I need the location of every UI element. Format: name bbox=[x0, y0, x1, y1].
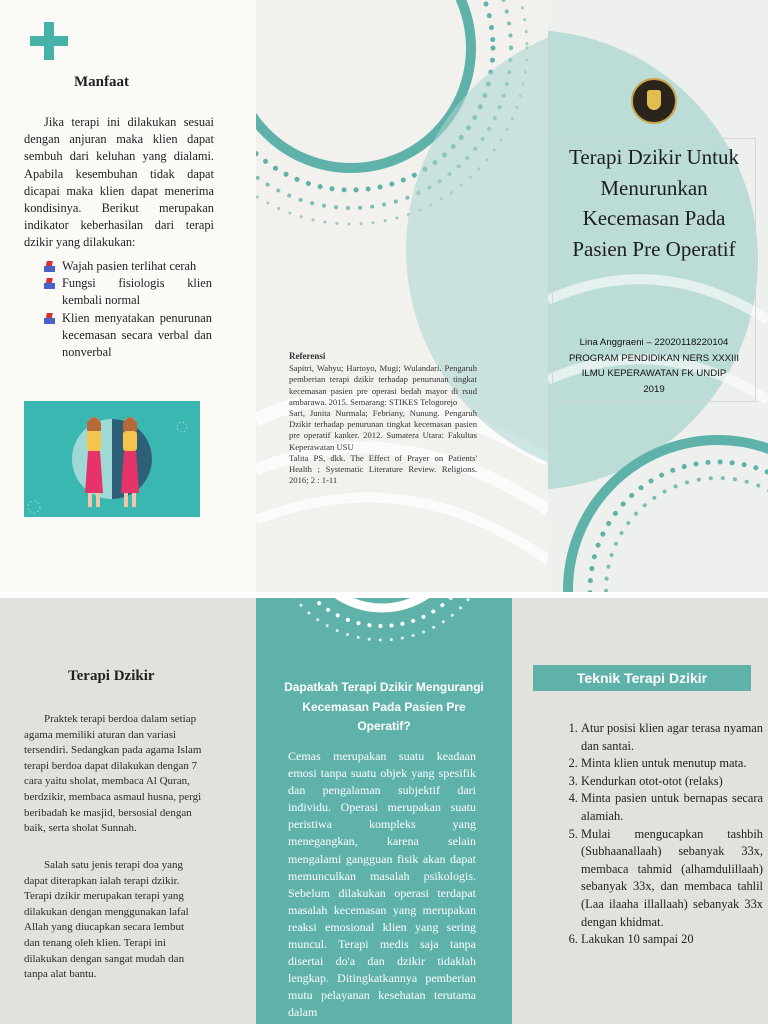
benefit-item: Klien menyatakan penurunan kecemasan secara verbal dan nonverbal bbox=[44, 310, 212, 362]
teknik-title: Teknik Terapi Dzikir bbox=[533, 665, 751, 691]
question-title: Dapatkah Terapi Dzikir Mengurangi Kecemasan Pada Pasien Pre Operatif? bbox=[284, 680, 484, 733]
teknik-panel bbox=[512, 598, 768, 1024]
step-item: 2. Minta klien untuk menutup mata. bbox=[581, 755, 763, 773]
reference-title: Referensi bbox=[289, 351, 326, 361]
plus-icon bbox=[30, 22, 68, 60]
question-panel bbox=[256, 598, 512, 1024]
department-name: ILMU KEPERAWATAN FK UNDIP bbox=[581, 368, 727, 380]
benefit-item: Wajah pasien terlihat cerah bbox=[44, 258, 212, 275]
step-item: 1. Atur posisi klien agar terasa nyaman dan santai. bbox=[581, 720, 763, 755]
terapi-paragraph-2: Salah satu jenis terapi doa yang dapat diterapkan ialah terapi dzikir. Terapi dzikir merupakan terapi yang dilakukan dengan menggunakan lafal Allah yang diucapkan secara lembut dan tenang oleh klien. Terapi ini dilakukan dengan sangat mudah dan tanpa alat bantu. bbox=[24, 859, 189, 981]
cover-title: Terapi Dzikir Untuk Menurunkan Kecemasan Pada Pasien Pre Operatif bbox=[569, 145, 739, 261]
step-item: 5. Mulai mengucapkan tashbih (Subhaanallaah) sebanyak 33x, membaca tahmid (alhamdulillaah) sebanyak 33x, dan membaca tahlil (Laa ilaaha illallaah) sebanyak 33x dengan khidmat. bbox=[581, 826, 763, 932]
terapi-paragraph-1: Praktek terapi berdoa dalam setiap agama memiliki aturan dan variasi tersendiri. Sedangkan pada agama Islam terapi berdoa dapat dilakukan dengan 7 cara yaitu sholat, membaca Al Quran, berdzikir, membaca asmaul husna, pergi beribadah ke masjid, bersosial dengan baik, serta sholat Sunnah. bbox=[24, 713, 202, 835]
step-item: 4. Minta pasien untuk bernapas secara alamiah. bbox=[581, 790, 763, 825]
author-block bbox=[558, 335, 750, 397]
bullet-icon bbox=[44, 313, 56, 324]
reference-list bbox=[289, 351, 477, 486]
reference-entry: Talita PS, dkk. The Effect of Prayer on Patients' Health ; Systematic Literature Review. Religions. 2016; 2 : 1-11 bbox=[289, 452, 477, 486]
manfaat-title: Manfaat bbox=[74, 74, 129, 90]
program-name: PROGRAM PENDIDIKAN NERS XXXIII bbox=[568, 352, 740, 364]
reference-entry: Sari, Junita Nurmala; Febriany, Nunung. Pengaruh Dzikir terhadap penurunan tingkat kecemasan pasien pre operatif kanker. 2012. Sumatera Utara: Fakultas Keperawatan USU bbox=[289, 408, 477, 452]
benefit-item: Fungsi fisiologis klien kembali normal bbox=[44, 275, 212, 309]
bullet-icon bbox=[44, 278, 56, 289]
university-logo bbox=[631, 78, 677, 124]
teknik-steps bbox=[581, 720, 763, 949]
benefit-list bbox=[44, 258, 212, 361]
manfaat-paragraph: Jika terapi ini dilakukan sesuai dengan anjuran maka klien dapat sembuh dari keluhan yang dialami. Apabila kesembuhan tidak dapat dicapai maka klien dapat menerima kondisinya. Berikut merupakan indikator keberhasilan dari terapi dzikir yang dilakukan: bbox=[24, 115, 214, 250]
bullet-icon bbox=[44, 261, 56, 272]
decorative-panel bbox=[256, 0, 548, 592]
year: 2019 bbox=[643, 383, 665, 395]
brochure-inside bbox=[0, 598, 768, 1024]
anxious-woman-illustration bbox=[24, 401, 200, 517]
terapi-title: Terapi Dzikir bbox=[68, 668, 155, 684]
step-item: 6. Lakukan 10 sampai 20 bbox=[581, 931, 763, 949]
terapi-panel bbox=[0, 598, 256, 1024]
author-name: Lina Anggraeni – 22020118220104 bbox=[579, 337, 729, 348]
reference-entry: Sapitri, Wahyu; Hartoyo, Mugi; Wulandari. Pengaruh pemberian terapi dzikir terhadap penurunan tingkat kecemasan pasien pre operasi bedah mayor di rsud ambarawa. 2015. Semarang: STIKES Telogorejo bbox=[289, 363, 477, 407]
step-item: 3. Kendurkan otot-otot (relaks) bbox=[581, 773, 763, 791]
question-paragraph: Cemas merupakan suatu keadaan emosi tanpa suatu objek yang spesifik dan pengalaman subjektif dari individu. Operasi merupakan suatu peristiwa kompleks yang menegangkan, karena selain mengalami gangguan fisik akan dapat memunculkan masalah psikologis. Sebelum dilakukan operasi terdapat masalah kecemasan yang merupakan reaksi emosional klien yang sering muncul. Terapi medis saja tanpa disertai do'a dan dzikir tidaklah lengkap. Ditingkatkannya pemberian mutu pelayanan kesehatan terutama dalam bbox=[288, 749, 476, 1020]
